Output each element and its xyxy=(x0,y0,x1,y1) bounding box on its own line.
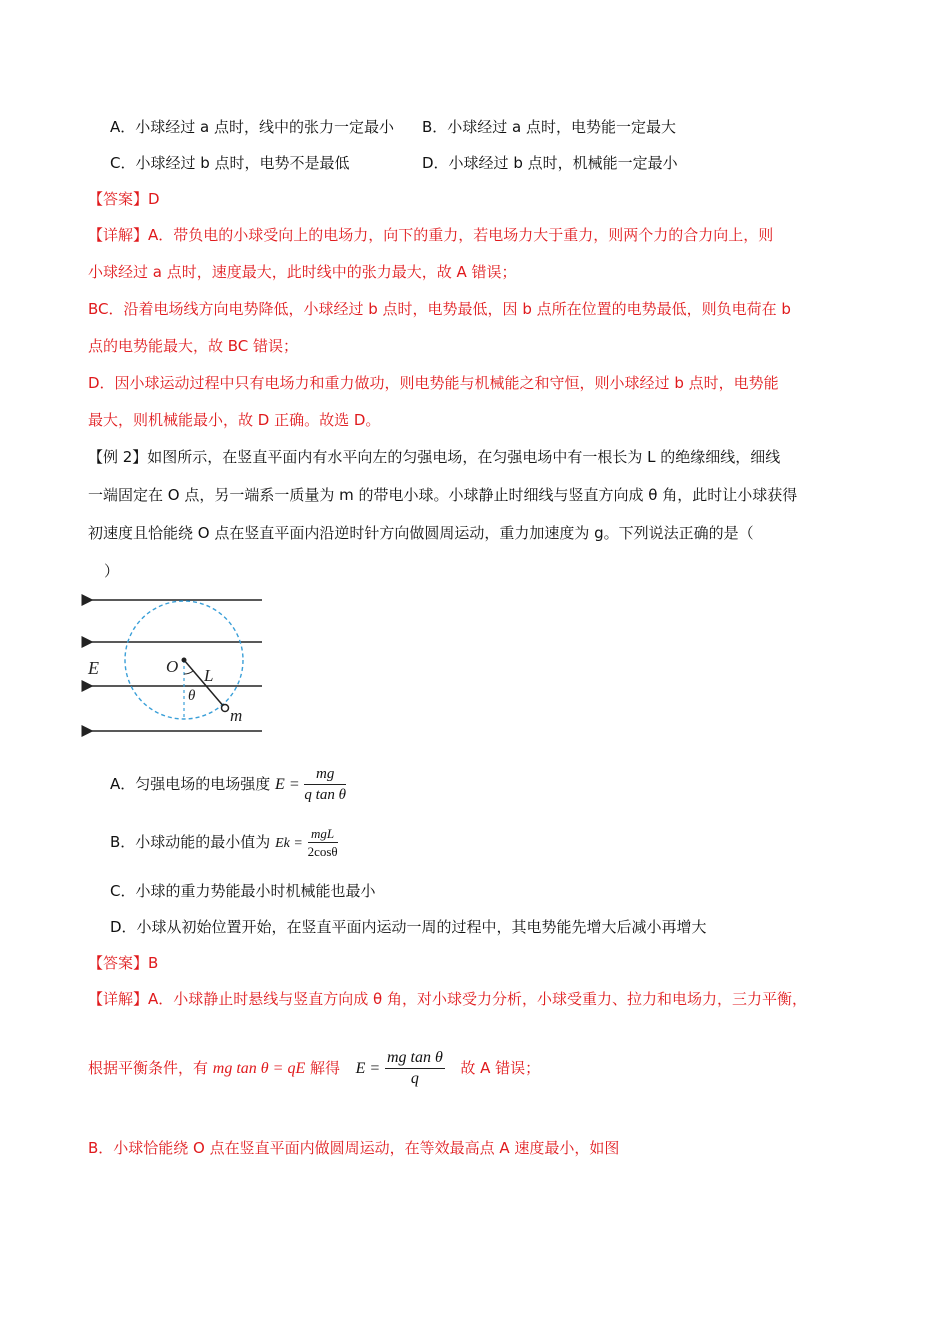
q2-option-a-fraction xyxy=(304,764,346,805)
ball-m xyxy=(222,705,229,712)
q2-answer: 【答案】B xyxy=(88,954,159,972)
q2-option-b-denominator: 2cosθ xyxy=(307,844,338,859)
q1-explain-line-3: BC．沿着电场线方向电势降低，小球经过 b 点时，电势最低，因 b 点所在位置的电势最低，则负电荷在 b xyxy=(88,300,791,318)
q2-option-c: C．小球的重力势能最小时机械能也最小 xyxy=(110,882,376,900)
q2-explain-line-2 xyxy=(88,1046,540,1100)
q2-explain-line-2-post: 故 A 错误； xyxy=(460,1059,541,1077)
q1-option-d: D．小球经过 b 点时，机械能一定最小 xyxy=(422,154,678,172)
q2-explain-line-1: 【详解】A．小球静止时悬线与竖直方向成 θ 角，对小球受力分析，小球受重力、拉力和电场力，三力平衡， xyxy=(88,990,807,1008)
q2-option-d: D．小球从初始位置开始，在竖直平面内运动一周的过程中，其电势能先增大后减小再增大 xyxy=(110,918,707,936)
theta-arc xyxy=(184,671,193,674)
q1-option-c: C．小球经过 b 点时，电势不是最低 xyxy=(110,154,350,172)
q2-explain-result-numerator: mg tan θ xyxy=(385,1048,445,1069)
q2-option-a-denominator: q tan θ xyxy=(304,787,346,803)
electric-field-figure xyxy=(80,588,280,743)
q1-explain-line-1: 【详解】A．带负电的小球受向上的电场力，向下的重力，若电场力大于重力，则两个力的合力向上，则 xyxy=(88,226,774,244)
q2-explain-line-3: B．小球恰能绕 O 点在竖直平面内做圆周运动，在等效最高点 A 速度最小，如图 xyxy=(88,1139,620,1157)
q1-option-b: B．小球经过 a 点时，电势能一定最大 xyxy=(422,118,677,136)
q2-option-a xyxy=(110,764,346,808)
q2-option-b-numerator: mgL xyxy=(308,825,338,843)
q1-answer: 【答案】D xyxy=(88,190,160,208)
q2-stem-line-3: 初速度且恰能绕 O 点在竖直平面内沿逆时针方向做圆周运动，重力加速度为 g。下列说法正确的是（ xyxy=(88,524,754,542)
q2-explain-result-denominator: q xyxy=(410,1070,419,1087)
q2-stem-line-1: 【例 2】如图所示，在竖直平面内有水平向左的匀强电场，在匀强电场中有一根长为 L 的绝缘细线，细线 xyxy=(88,448,781,466)
q2-explain-result-lhs: E = xyxy=(355,1060,381,1077)
label-L: L xyxy=(204,666,214,685)
q1-explain-line-6: 最大，则机械能最小，故 D 正确。故选 D。 xyxy=(88,411,381,429)
label-O: O xyxy=(166,657,179,676)
q2-stem-line-4: ） xyxy=(104,562,120,580)
q2-option-a-lhs: E = xyxy=(275,776,300,793)
q2-option-a-numerator: mg xyxy=(304,764,346,785)
q1-explain-line-4: 点的电势能最大，故 BC 错误； xyxy=(88,337,299,355)
q2-option-b xyxy=(110,822,338,866)
pivot-point xyxy=(182,658,187,663)
q2-explain-result-fraction xyxy=(385,1048,445,1089)
q2-option-b-lhs: Ek = xyxy=(275,836,303,851)
q1-option-a: A．小球经过 a 点时，线中的张力一定最小 xyxy=(110,118,394,136)
q2-explain-line-2-mid: 解得 xyxy=(310,1059,341,1077)
label-E: E xyxy=(88,658,99,678)
q2-option-b-fraction xyxy=(308,825,338,860)
q2-option-a-text: A．匀强电场的电场强度 xyxy=(110,775,271,793)
q2-option-b-text: B．小球动能的最小值为 xyxy=(110,833,271,851)
q2-stem-line-2: 一端固定在 O 点，另一端系一质量为 m 的带电小球。小球静止时细线与竖直方向成 θ 角，此时让小球获得 xyxy=(88,486,798,504)
q2-explain-equation: mg tan θ = qE xyxy=(212,1060,306,1077)
q2-explain-line-2-pre: 根据平衡条件，有 xyxy=(88,1059,209,1077)
label-theta: θ xyxy=(188,688,196,704)
q1-explain-line-2: 小球经过 a 点时，速度最大，此时线中的张力最大，故 A 错误； xyxy=(88,263,517,281)
q1-explain-line-5: D．因小球运动过程中只有电场力和重力做功，则电势能与机械能之和守恒，则小球经过 b 点时，电势能 xyxy=(88,374,779,392)
label-m: m xyxy=(230,706,243,725)
